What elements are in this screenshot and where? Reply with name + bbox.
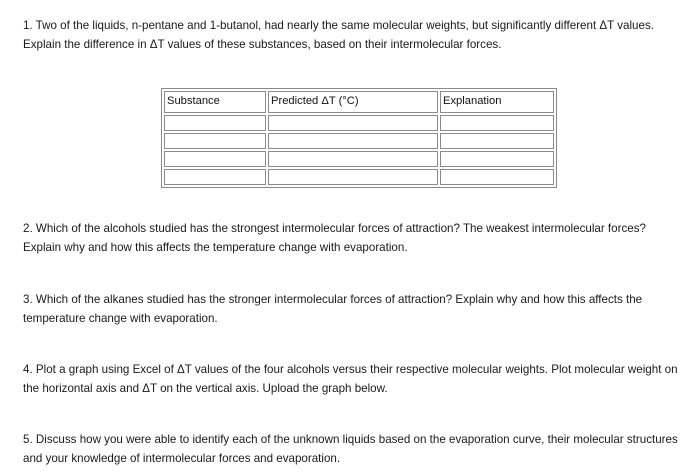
table-cell[interactable] xyxy=(268,133,438,149)
question-1: 1. Two of the liquids, n-pentane and 1-butanol, had nearly the same molecular weights, but significantly different ΔT values. Explain the difference in ΔT values of these substances, based on their intermolecular forces. xyxy=(23,19,654,51)
table-header-row xyxy=(164,91,554,113)
table-cell[interactable] xyxy=(440,151,554,167)
table-cell[interactable] xyxy=(268,169,438,185)
table-row xyxy=(164,115,554,131)
question-2: 2. Which of the alcohols studied has the strongest intermolecular forces of attraction? The weakest intermolecular forces? Explain why and how this affects the temperature change with evaporation. xyxy=(23,222,646,254)
table-cell[interactable] xyxy=(440,169,554,185)
header-explanation: Explanation xyxy=(440,91,554,113)
table-cell[interactable] xyxy=(164,115,266,131)
question-4: 4. Plot a graph using Excel of ΔT values of the four alcohols versus their respective molecular weights. Plot molecular weight on the horizontal axis and ΔT on the vertical axis. Upload the graph below. xyxy=(23,363,678,395)
table-cell[interactable] xyxy=(164,133,266,149)
table-row xyxy=(164,151,554,167)
question-5: 5. Discuss how you were able to identify each of the unknown liquids based on the evaporation curve, their molecular structures and your knowledge of intermolecular forces and evaporation. xyxy=(23,433,678,465)
table-cell[interactable] xyxy=(268,151,438,167)
table-cell[interactable] xyxy=(164,169,266,185)
table-cell[interactable] xyxy=(164,151,266,167)
header-substance: Substance xyxy=(164,91,266,113)
answer-table-container xyxy=(161,88,557,188)
answer-table xyxy=(161,88,557,188)
header-predicted-delta-t: Predicted ΔT (°C) xyxy=(268,91,438,113)
question-3: 3. Which of the alkanes studied has the stronger intermolecular forces of attraction? Explain why and how this affects the temperature change with evaporation. xyxy=(23,293,643,325)
table-cell[interactable] xyxy=(440,133,554,149)
table-row xyxy=(164,133,554,149)
table-cell[interactable] xyxy=(268,115,438,131)
table-row xyxy=(164,169,554,185)
table-cell[interactable] xyxy=(440,115,554,131)
